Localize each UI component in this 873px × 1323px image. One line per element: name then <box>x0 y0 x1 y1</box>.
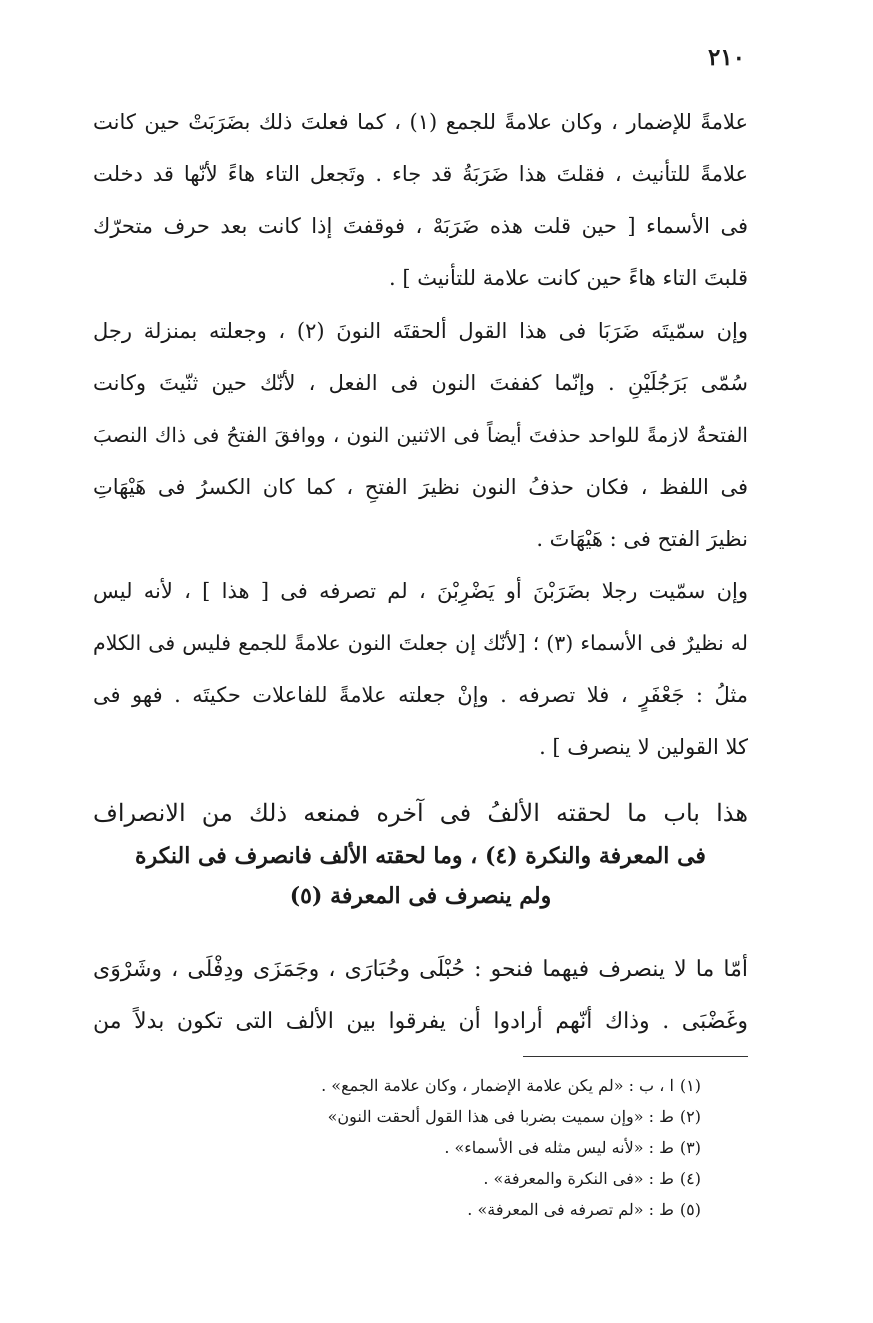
chapter-heading <box>93 790 748 916</box>
footnote <box>141 1163 701 1194</box>
footnote-number: (١) <box>679 1076 701 1095</box>
footnote-number: (٥) <box>679 1200 701 1219</box>
paragraph-1 <box>93 96 748 304</box>
text-line: أمّا ما لا ينصرف فيهما فنحو : حُبْلَى وحُبَارَى ، وجَمَزَى ودِفْلَى ، وشَرْوَى <box>93 957 748 982</box>
footnote-number: (٣) <box>679 1138 701 1157</box>
footnote <box>141 1101 701 1132</box>
footnote-number: (٢) <box>679 1107 701 1126</box>
text-line: وغَضْبَى . وذاك أنّهم أرادوا أن يفرقوا بين الألف التى تكون بدلاً من <box>93 1009 748 1034</box>
closing-paragraph <box>93 944 748 1048</box>
text-line: مثلُ : جَعْفَرٍ ، فلا تصرفه . وإنْ جعلته علامةً للفاعلات حكيتَه . فهو فى <box>93 683 748 707</box>
footnotes <box>141 1070 701 1225</box>
text-line: وإن سمّيت رجلا بضَرَبْنَ أو يَضْرِبْنَ ، لم تصرفه فى [ هذا ] ، لأنه ليس <box>93 579 748 603</box>
chapter-heading-line-1: هذا باب ما لحقته الألفُ فى آخره فمنعه ذلك من الانصراف <box>93 799 748 827</box>
footnote <box>141 1132 701 1163</box>
paragraph-2 <box>93 305 748 565</box>
page-number: ٢١٠ <box>707 44 745 71</box>
footnote-number: (٤) <box>679 1169 701 1188</box>
footnote-text: ط : «وإن سميت بضربا فى هذا القول ألحقت النون» <box>327 1107 674 1126</box>
text-line: علامةً للتأنيث ، فقلتَ هذا ضَرَبَةُ قد جاء . وتَجعل التاء هاءً لأنّها قد دخلت <box>93 162 748 186</box>
text-line: فى الأسماء [ حين قلت هذه ضَرَبَهْ ، فوقفتَ إذا كانت بعد حرف متحرّك <box>93 214 748 238</box>
text-line: الفتحةُ لازمةً للواحد حذفتَ أيضاً فى الاثنين النون ، ووافقَ الفتحُ فى ذاك النصبَ <box>93 423 748 447</box>
text-line: علامةً للإضمار ، وكان علامةً للجمع (١) ، كما فعلتَ ذلك بضَرَبَتْ حين كانت <box>93 110 748 134</box>
footnote-text: ا ، ب : «لم يكن علامة الإضمار ، وكان علامة الجمع» . <box>321 1076 674 1095</box>
footnote <box>141 1194 701 1225</box>
text-line: كلا القولين لا ينصرف ] . <box>539 735 748 759</box>
text-line: سُمّى بَرَجُلَيْنِ . وإنّما كففتَ النون فى الفعل ، لأنّك حين ثنّيتَ وكانت <box>93 371 748 395</box>
text-line: نظيرَ الفتح فى : هَيْهَاتَ . <box>536 527 748 551</box>
chapter-heading-line-2: فى المعرفة والنكرة (٤) ، وما لحقته الألف فانصرف فى النكرة <box>135 843 706 869</box>
footnote-text: ط : «لأنه ليس مثله فى الأسماء» . <box>444 1138 674 1157</box>
text-line: له نظيرٌ فى الأسماء (٣) ؛ [لأنّك إن جعلتَ النون علامةً للجمع فليس فى الكلام <box>93 631 748 655</box>
text-line: قلبتَ التاء هاءً حين كانت علامة للتأنيث ] . <box>388 266 748 290</box>
text-line: فى اللفظ ، فكان حذفُ النون نظيرَ الفتحِ ، كما كان الكسرُ فى هَيْهَاتِ <box>93 475 748 499</box>
footnote-text: ط : «فى النكرة والمعرفة» . <box>483 1169 674 1188</box>
text-line: وإن سمّيتَه ضَرَبَا فى هذا القول ألحقتَه النونَ (٢) ، وجعلته بمنزلة رجل <box>93 319 748 343</box>
chapter-heading-line-3: ولم ينصرف فى المعرفة (٥) <box>289 883 552 909</box>
footnote <box>141 1070 701 1101</box>
footnote-text: ط : «لم تصرفه فى المعرفة» . <box>467 1200 674 1219</box>
paragraph-3 <box>93 565 748 773</box>
footnote-divider <box>523 1056 748 1057</box>
